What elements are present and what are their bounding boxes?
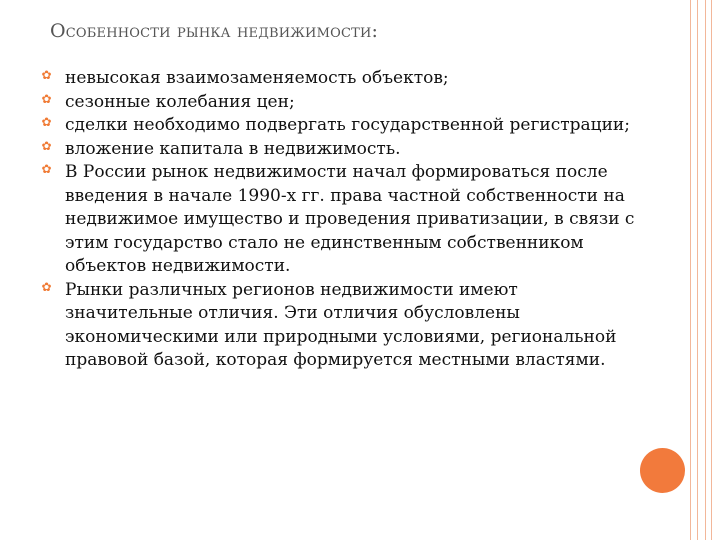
border-line-2 <box>697 0 698 540</box>
orange-circle-decoration <box>640 448 685 493</box>
sun-flower-icon: ✿ <box>41 91 52 106</box>
bullet-text: В России рынок недвижимости начал формироваться после введения в начале 1990-х гг. права частной собственности на недвижимое имущество и проведения приватизации, в связи с этим государство стало не единственным собственником объектов недвижимости. <box>65 162 635 276</box>
bullet-item <box>40 279 640 373</box>
border-line-3 <box>705 0 706 540</box>
sun-flower-icon: ✿ <box>41 68 52 82</box>
border-line-1 <box>690 0 691 540</box>
sun-flower-icon: ✿ <box>41 279 52 294</box>
bullet-list <box>40 67 640 373</box>
bullet-item <box>40 138 640 162</box>
sun-flower-icon: ✿ <box>41 162 52 176</box>
bullet-item <box>40 67 640 91</box>
border-line-4 <box>711 0 712 540</box>
bullet-text: Рынки различных регионов недвижимости имеют значительные отличия. Эти отличия обусловлены экономическими или природными условиями, региональной правовой базой, которая формируется местными властями. <box>65 279 617 370</box>
bullet-text: сделки необходимо подвергать государственной регистрации; <box>65 115 630 135</box>
slide-title: Особенности рынка недвижимости: <box>50 20 379 42</box>
bullet-item <box>40 91 640 115</box>
bullet-text: сезонные колебания цен; <box>65 91 295 112</box>
bullet-item <box>40 114 640 138</box>
bullet-item <box>40 161 640 279</box>
sun-flower-icon: ✿ <box>41 138 52 153</box>
bullet-text: вложение капитала в недвижимость. <box>65 138 401 159</box>
sun-flower-icon: ✿ <box>41 115 52 129</box>
bullet-text: невысокая взаимозаменяемость объектов; <box>65 68 449 88</box>
